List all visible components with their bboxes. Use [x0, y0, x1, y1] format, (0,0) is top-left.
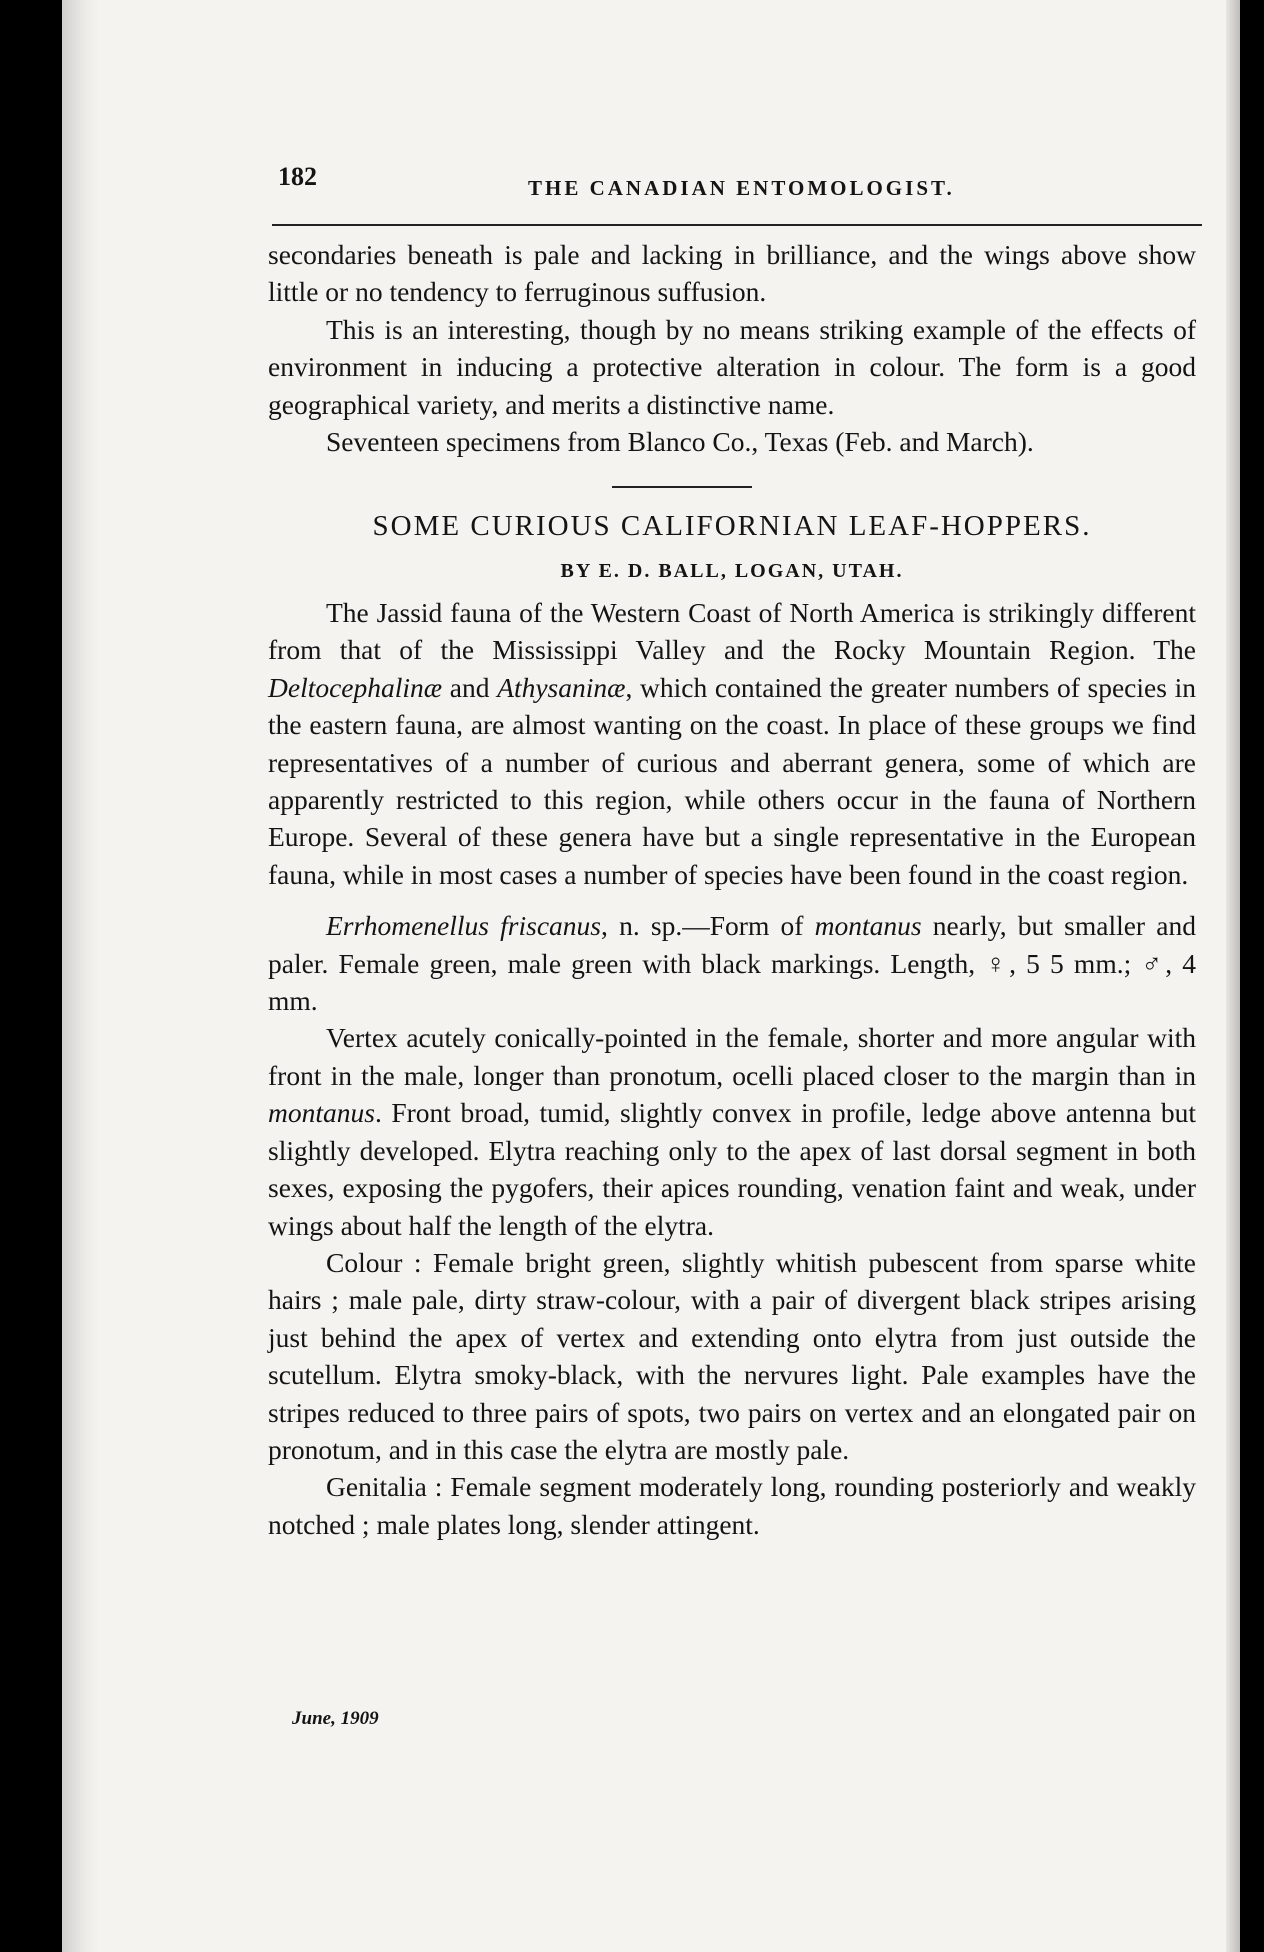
- species-description: Errhomenellus friscanus, n. sp.—Form of montanus nearly, but smaller and paler. Female green, male green with black markings. Length, ♀, 5 5 mm.; ♂, 4 mm.: [268, 910, 1197, 1017]
- intro-paragraph: This is an interesting, though by no means striking example of the effects of environment in inducing a protective alteration in colour. The form is a good geographical variety, and merits a distinctive name.: [268, 313, 1196, 420]
- article-body: [268, 594, 1196, 1543]
- issue-date: June, 1909: [292, 1708, 379, 1729]
- intro-paragraph: secondaries beneath is pale and lacking in brilliance, and the wings above show little or no tendency to ferruginous suffusion.: [268, 239, 1196, 308]
- species-reference: montanus: [814, 910, 922, 942]
- species-name: Errhomenellus friscanus: [326, 910, 602, 942]
- article-paragraph: Vertex acutely conically-pointed in the female, shorter and more angular with front in the male, longer than pronotum, ocelli placed closer to the margin than in montanus. Front broad, tumid, slightly convex in profile, ledge above antenna but slightly developed. Elytra reaching only to the apex of last dorsal segment in both sexes, exposing the pygofers, their apices rounding, venation faint and weak, under wings about half the length of the elytra.: [268, 1022, 1196, 1241]
- article-byline: BY E. D. BALL, LOGAN, UTAH.: [560, 560, 904, 582]
- header-rule: [272, 224, 1202, 226]
- genus-name: Deltocephalinæ: [268, 671, 443, 703]
- colour-paragraph: Colour : Female bright green, slightly whitish pubescent from sparse white hairs ; male pale, dirty straw-colour, with a pair of divergent black stripes arising just behind the apex of vertex and extending onto elytra from just outside the scutellum. Elytra smoky-black, with the nervures light. Pale examples have the stripes reduced to three pairs of spots, two pairs on vertex and an elongated pair on pronotum, and in this case the elytra are mostly pale.: [268, 1246, 1196, 1465]
- page-edge: [1226, 0, 1240, 1952]
- page-number: 182: [278, 162, 317, 191]
- page-gutter: [62, 0, 100, 1952]
- genitalia-paragraph: Genitalia : Female segment moderately long, rounding posteriorly and weakly notched ; male plates long, slender attingent.: [268, 1471, 1196, 1540]
- genus-name: Athysaninæ: [497, 671, 626, 703]
- intro-text: [268, 236, 1196, 460]
- species-reference: montanus: [268, 1097, 375, 1129]
- section-rule: [612, 486, 752, 488]
- intro-paragraph: Seventeen specimens from Blanco Co., Texas (Feb. and March).: [326, 426, 1034, 458]
- running-head: THE CANADIAN ENTOMOLOGIST.: [528, 176, 955, 200]
- article-title: SOME CURIOUS CALIFORNIAN LEAF-HOPPERS.: [372, 510, 1092, 542]
- article-paragraph: The Jassid fauna of the Western Coast of North America is strikingly different from that of the Mississippi Valley and the Rocky Mountain Region. The Deltocephalinæ and Athysaninæ, which contained the greater numbers of species in the eastern fauna, are almost wanting on the coast. In place of these groups we find representatives of a number of curious and aberrant genera, some of which are apparently restricted to this region, while others occur in the fauna of Northern Europe. Several of these genera have but a single representative in the European fauna, while in most cases a number of species have been found in the coast region.: [268, 597, 1196, 890]
